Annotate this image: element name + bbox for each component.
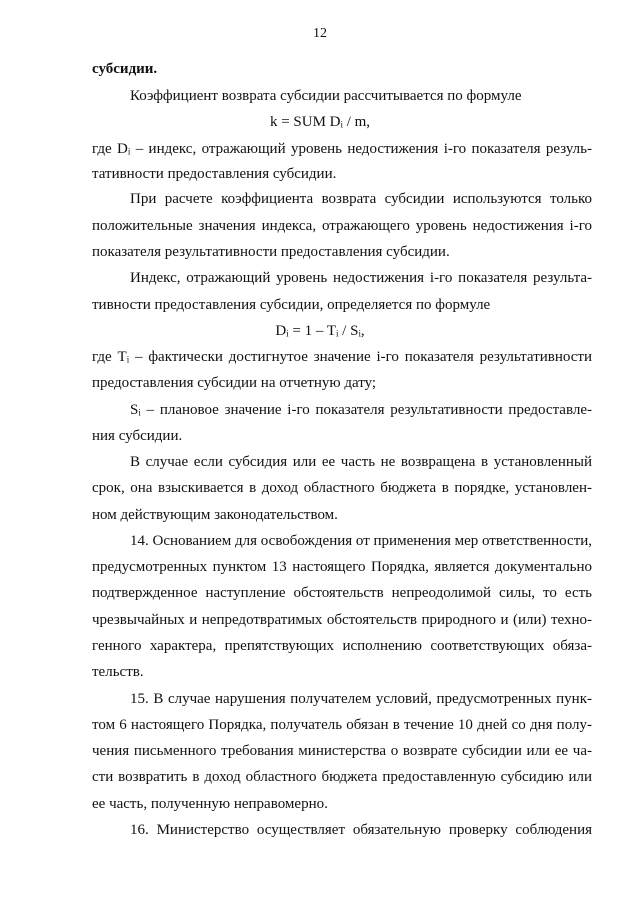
text-line: том 6 настоящего Порядка, получатель обязан в течение 10 дней со дня полу-: [92, 717, 592, 733]
text-line: где Dᵢ – индекс, отражающий уровень недостижения i-го показателя резуль-: [92, 141, 592, 157]
text-line: субсидии.: [92, 61, 158, 77]
text-line: При расчете коэффициента возврата субсидии используются только: [130, 191, 592, 207]
text-line: ния субсидии.: [92, 428, 183, 444]
text-line: показателя результативности предоставления субсидии.: [92, 244, 450, 260]
text-line: 15. В случае нарушения получателем условий, предусмотренных пунк-: [130, 691, 592, 707]
text-line: сти возвратить в доход областного бюджета предоставленную субсидию или: [92, 769, 592, 785]
text-line: тативности предоставления субсидии.: [92, 166, 337, 182]
text-line: 16. Министерство осуществляет обязательную проверку соблюдения: [130, 822, 592, 838]
text-line: предоставления субсидии на отчетную дату;: [92, 375, 377, 391]
text-line: Индекс, отражающий уровень недостижения i-го показателя результа-: [130, 270, 592, 286]
text-line: где Tᵢ – фактически достигнутое значение i-го показателя результативности: [92, 349, 592, 365]
text-line: тивности предоставления субсидии, определяется по формуле: [92, 297, 491, 313]
text-line: предусмотренных пунктом 13 настоящего Порядка, является документально: [92, 559, 592, 575]
text-line: генного характера, препятствующих исполнению соответствующих обяза-: [92, 638, 592, 654]
text-line: положительные значения индекса, отражающего уровень недостижения i-го: [92, 218, 592, 234]
text-line: тельств.: [92, 664, 144, 680]
text-line: ее часть, полученную неправомерно.: [92, 796, 328, 812]
text-line: Коэффициент возврата субсидии рассчитывается по формуле: [130, 88, 522, 104]
text-line: подтвержденное наступление обстоятельств непреодолимой силы, то есть: [92, 585, 592, 601]
formula-line: Dᵢ = 1 – Tᵢ / Sᵢ,: [275, 323, 365, 339]
text-line: чения письменного требования министерства о возврате субсидии или ее ча-: [92, 743, 592, 759]
page-number: 12: [313, 26, 327, 41]
text-line: ном действующим законодательством.: [92, 507, 338, 523]
text-line: В случае если субсидия или ее часть не возвращена в установленный: [130, 454, 592, 470]
text-line: чрезвычайных и непредотвратимых обстоятельств природного и (или) техно-: [92, 612, 592, 628]
text-line: 14. Основанием для освобождения от применения мер ответственности,: [130, 533, 593, 549]
text-line: Sᵢ – плановое значение i-го показателя результативности предоставле-: [130, 402, 592, 418]
formula-line: k = SUM Dᵢ / m,: [269, 114, 371, 130]
text-line: срок, она взыскивается в доход областного бюджета в порядке, установлен-: [92, 480, 592, 496]
